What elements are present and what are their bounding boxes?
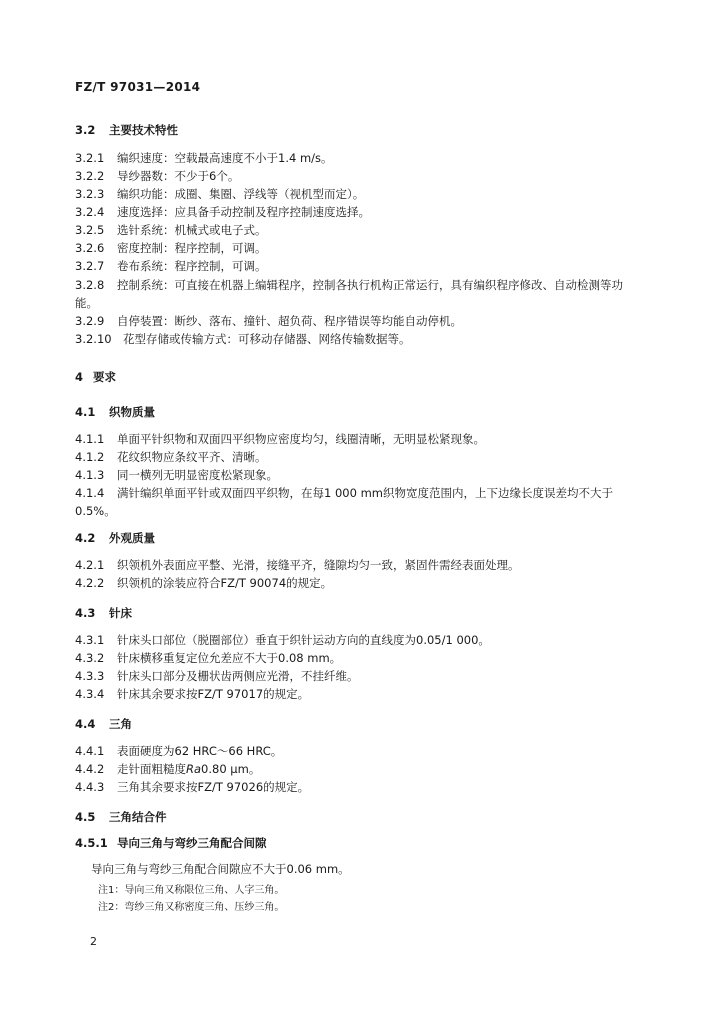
section-4-3-heading [75,605,132,621]
clause-3-2-2 [75,168,239,184]
section-title: 导向三角与弯纱三角配合间隙 [117,836,267,850]
clause-number: 4.2.1 [75,558,105,572]
page-number: 2 [90,935,97,948]
clause-text: 针床横移重复定位允差应不大于0.08 mm。 [117,651,342,665]
clause-number: 3.2.8 [75,278,105,292]
clause-number: 4.3.3 [75,669,105,683]
section-number: 4.5.1 [75,836,108,850]
clause-text: 三角其余要求按FZ/T 97026的规定。 [117,780,310,794]
clause-text: 选针系统：机械式或电子式。 [117,223,267,237]
clause-number: 4.4.1 [75,744,105,758]
clause-3-2-7 [75,258,267,274]
section-4-5-1-heading [75,835,267,851]
section-title: 要求 [93,370,116,384]
clause-text: 速度选择：应具备手动控制及程序控制速度选择。 [117,205,370,219]
clause-text: 针床头口部分及栅状齿两侧应光滑，不挂纤维。 [117,669,359,683]
clause-number: 3.2.3 [75,187,105,201]
section-number: 4.1 [75,405,96,419]
clause-text: 0.80 μm。 [201,762,261,776]
clause-4-1-1 [75,431,485,447]
clause-number: 3.2.6 [75,241,105,255]
clause-number: 4.4.3 [75,780,105,794]
section-title: 外观质量 [109,531,155,545]
clause-3-2-10 [75,331,411,347]
clause-text: 卷布系统：程序控制，可调。 [117,259,267,273]
section-title: 织物质量 [109,405,155,419]
standard-code-header: FZ/T 97031—2014 [75,80,201,94]
section-4-5-heading [75,809,167,825]
clause-number: 3.2.7 [75,259,105,273]
section-4-4-heading [75,716,132,732]
roughness-symbol: Ra [186,762,202,776]
clause-number: 4.4.2 [75,762,105,776]
clause-number: 4.3.1 [75,633,105,647]
section-4-1-heading [75,404,155,420]
clause-4-4-1 [75,743,282,759]
clause-4-1-4 [75,484,640,520]
clause-3-2-8 [75,276,640,312]
clause-text: 表面硬度为62 HRC～66 HRC。 [117,744,283,758]
section-title: 主要技术特性 [109,123,178,137]
section-4-heading [75,369,116,385]
clause-3-2-3 [75,186,364,202]
clause-text: 编织功能：成圈、集圈、浮线等（视机型而定）。 [117,187,365,201]
clause-text: 针床头口部位（脱圈部位）垂直于织针运动方向的直线度为0.05/1 000。 [117,633,490,647]
paragraph-4-5-1: 导向三角与弯纱三角配合间隙应不大于0.06 mm。 [91,862,350,876]
section-title: 针床 [109,606,132,620]
section-number: 4 [75,370,84,384]
clause-3-2-9 [75,313,462,329]
clause-text: 花型存储或传输方式：可移动存储器、网络传输数据等。 [123,332,411,346]
clause-text: 花纹织物应条纹平齐、清晰。 [117,450,267,464]
clause-number: 4.1.3 [75,468,105,482]
clause-text: 针床其余要求按FZ/T 97017的规定。 [117,687,310,701]
clause-text: 编织速度：空载最高速度不小于1.4 m/s。 [117,151,333,165]
clause-number: 4.2.2 [75,576,105,590]
clause-number: 3.2.5 [75,223,105,237]
clause-number: 4.1.4 [75,486,105,500]
clause-number: 4.1.1 [75,432,105,446]
clause-4-3-2 [75,650,341,666]
clause-4-4-2 [75,761,260,777]
clause-text: 控制系统：可直接在机器上编辑程序，控制各执行机构正常运行，具有编织程序修改、自动检测等功能。 [75,278,623,310]
clause-3-2-4 [75,204,370,220]
clause-text: 导纱器数：不少于6个。 [117,169,240,183]
section-title: 三角 [109,717,132,731]
clause-text: 走针面粗糙度 [117,762,186,776]
section-number: 4.2 [75,531,96,545]
clause-number: 3.2.9 [75,314,105,328]
clause-4-3-1 [75,632,490,648]
clause-number: 4.1.2 [75,450,105,464]
clause-text: 织领机的涂装应符合FZ/T 90074的规定。 [117,576,333,590]
section-3-2-heading [75,122,178,138]
section-4-2-heading [75,530,155,546]
clause-3-2-6 [75,240,267,256]
note-2: 注2：弯纱三角又称密度三角、压纱三角。 [98,902,285,913]
clause-number: 4.3.4 [75,687,105,701]
clause-number: 3.2.1 [75,151,105,165]
clause-text: 单面平针织物和双面四平织物应密度均匀，线圈清晰，无明显松紧现象。 [117,432,485,446]
section-number: 3.2 [75,123,96,137]
clause-3-2-1 [75,150,333,166]
section-number: 4.4 [75,717,96,731]
clause-4-3-4 [75,686,309,702]
clause-number: 3.2.10 [75,332,112,346]
clause-text: 自停装置：断纱、落布、撞针、超负荷、程序错误等均能自动停机。 [117,314,462,328]
section-title: 三角结合件 [109,810,167,824]
clause-4-1-3 [75,467,278,483]
clause-number: 3.2.2 [75,169,105,183]
clause-4-1-2 [75,449,267,465]
section-number: 4.5 [75,810,96,824]
clause-text: 织领机外表面应平整、光滑，接缝平齐，缝隙均匀一致，紧固件需经表面处理。 [117,558,520,572]
clause-3-2-5 [75,222,267,238]
clause-4-2-2 [75,575,332,591]
section-number: 4.3 [75,606,96,620]
clause-number: 4.3.2 [75,651,105,665]
clause-4-2-1 [75,557,520,573]
clause-text: 满针编织单面平针或双面四平织物，在每1 000 mm织物宽度范围内，上下边缘长度误差均不大于0.5%。 [75,486,613,518]
clause-text: 密度控制：程序控制，可调。 [117,241,267,255]
clause-4-3-3 [75,668,359,684]
clause-number: 3.2.4 [75,205,105,219]
clause-text: 同一横列无明显密度松紧现象。 [117,468,278,482]
note-1: 注1：导向三角又称限位三角、人字三角。 [98,885,285,896]
clause-4-4-3 [75,779,309,795]
